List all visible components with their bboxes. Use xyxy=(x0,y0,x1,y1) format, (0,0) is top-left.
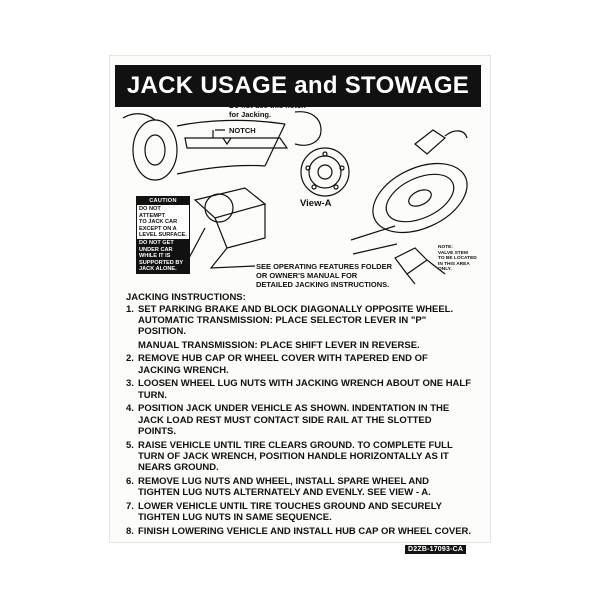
step-number: 6. xyxy=(126,475,134,487)
step-number: 5. xyxy=(126,439,134,451)
instruction-step-1 xyxy=(126,304,472,351)
instruction-step-6 xyxy=(126,476,472,498)
step-number: 3. xyxy=(126,378,134,390)
note-line5: ONLY. xyxy=(438,267,452,273)
part-code-badge: D2ZB-17093-CA xyxy=(405,545,466,554)
notch-warning-line2: for Jacking. xyxy=(229,109,272,119)
instruction-step-4 xyxy=(126,403,472,437)
step-text: LOOSEN WHEEL LUG NUTS WITH JACKING WRENCH ABOUT ONE HALF TURN. xyxy=(138,378,472,401)
note-line1: NOTE: xyxy=(438,245,453,250)
step-number: 8. xyxy=(126,525,134,537)
jack-lower-drawing xyxy=(189,188,265,268)
instruction-steps xyxy=(126,304,472,540)
step-text: REMOVE HUB CAP OR WHEEL COVER WITH TAPERED END OF JACKING WRENCH. xyxy=(138,353,428,376)
instruction-step-3 xyxy=(126,378,472,400)
instruction-step-7 xyxy=(126,501,472,523)
caution-white-line3: EXCEPT ON A xyxy=(139,225,177,232)
see-line1: SEE OPERATING FEATURES FOLDER xyxy=(256,262,392,271)
instructions-heading: JACKING INSTRUCTIONS: xyxy=(126,292,246,303)
caution-box xyxy=(136,196,190,274)
instruction-step-8 xyxy=(126,526,472,537)
notch-warning xyxy=(229,102,306,119)
step-text: FINISH LOWERING VEHICLE AND INSTALL HUB CAP OR WHEEL COVER. xyxy=(138,525,472,537)
note-line2: VALVE STEM xyxy=(438,250,468,256)
caution-black-line1: DO NOT GET xyxy=(139,240,174,247)
caution-black-line3: WHILE IT IS xyxy=(139,253,171,260)
wheel-hub-view-a xyxy=(301,148,349,196)
step-number: 7. xyxy=(126,500,134,512)
note-line4: IN THIS AREA xyxy=(438,261,470,267)
caution-do-not-get-under xyxy=(137,239,189,273)
caution-white-line2: TO JACK CAR xyxy=(139,219,178,226)
see-operating-features xyxy=(256,262,392,289)
step-number: 4. xyxy=(126,403,134,415)
step-subtext: MANUAL TRANSMISSION: PLACE SHIFT LEVER IN REVERSE. xyxy=(138,339,420,351)
instruction-step-2 xyxy=(126,353,472,375)
notch-label: NOTCH xyxy=(229,126,256,135)
caution-black-line2: UNDER CAR xyxy=(139,246,173,253)
car-wheel-drawing xyxy=(123,114,285,180)
note-line3: TO BE LOCATED xyxy=(438,256,477,262)
caution-white-line4: LEVEL SURFACE. xyxy=(139,232,187,239)
view-a-label: View-A xyxy=(300,198,332,209)
step-text: POSITION JACK UNDER VEHICLE AS SHOWN. INDENTATION IN THE JACK LOAD REST MUST CONTACT SIDE RAIL AT THE SLOTTED POINTS. xyxy=(138,403,450,437)
step-number: 2. xyxy=(126,353,134,365)
caution-black-line5: JACK ALONE. xyxy=(139,266,177,273)
valve-stem-note xyxy=(438,245,477,273)
instruction-step-5 xyxy=(126,440,472,474)
caution-black-line4: SUPPORTED BY xyxy=(139,259,184,266)
step-text: SET PARKING BRAKE AND BLOCK DIAGONALLY OPPOSITE WHEEL. AUTOMATIC TRANSMISSION: PLACE SELECTOR LEVER IN "P" POSITION. xyxy=(138,304,454,338)
caution-level-surface xyxy=(137,205,189,239)
step-number: 1. xyxy=(126,304,134,315)
notch-warning-line1: Do not use this notch xyxy=(229,101,306,110)
step-text: LOWER VEHICLE UNTIL TIRE TOUCHES GROUND AND SECURELY TIGHTEN LUG NUTS IN SAME SEQUENCE. xyxy=(138,500,442,524)
step-text: REMOVE LUG NUTS AND WHEEL, INSTALL SPARE WHEEL AND TIGHTEN LUG NUTS ALTERNATELY AND EVENLY. SEE VIEW - A. xyxy=(138,475,431,499)
caution-heading: CAUTION xyxy=(149,198,177,204)
decal-title: JACK USAGE and STOWAGE xyxy=(115,65,481,107)
caution-white-line1: DO NOT ATTEMPT xyxy=(139,206,165,219)
see-line2: OR OWNER'S MANUAL FOR xyxy=(256,271,358,280)
step-text: RAISE VEHICLE UNTIL TIRE CLEARS GROUND. TO COMPLETE FULL TURN OF JACK WRENCH, POSITION HANDLE HORIZONTALLY AS IT NEARS GROUND. xyxy=(138,439,453,474)
see-line3: DETAILED JACKING INSTRUCTIONS. xyxy=(256,280,390,289)
